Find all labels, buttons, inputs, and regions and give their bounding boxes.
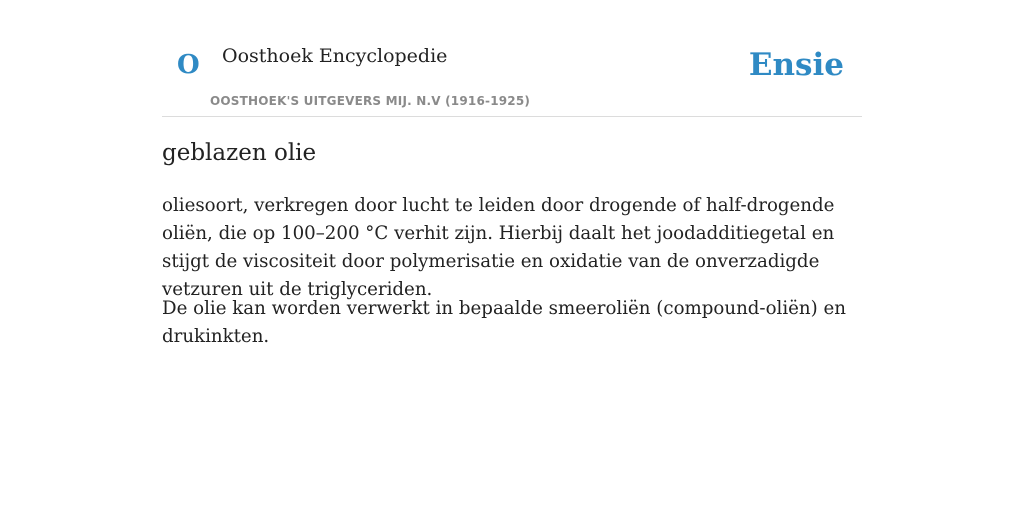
encyclopedia-header bbox=[162, 0, 862, 117]
entry-paragraph: De olie kan worden verwerkt in bepaalde smeeroliën (compound-oliën) en drukinkten. bbox=[162, 298, 846, 347]
encyclopedia-title[interactable]: Oosthoek Encyclopedie bbox=[222, 45, 448, 67]
publisher-label: OOSTHOEK'S UITGEVERS MIJ. N.V (1916-1925) bbox=[210, 94, 531, 108]
page-container bbox=[162, 0, 862, 347]
encyclopedia-logo-letter[interactable]: O bbox=[177, 50, 200, 80]
ensie-brand-link[interactable]: Ensie bbox=[748, 47, 844, 83]
entry-paragraph: oliesoort, verkregen door lucht te leiden door drogende of half-drogende oliën, die op 100–200 °C verhit zijn. Hierbij daalt het joodadditiegetal en stijgt de viscositeit door polymerisatie en oxidatie van de onverzadigde vetzuren uit de triglyceriden. bbox=[162, 195, 835, 300]
entry-title: geblazen olie bbox=[162, 140, 317, 166]
